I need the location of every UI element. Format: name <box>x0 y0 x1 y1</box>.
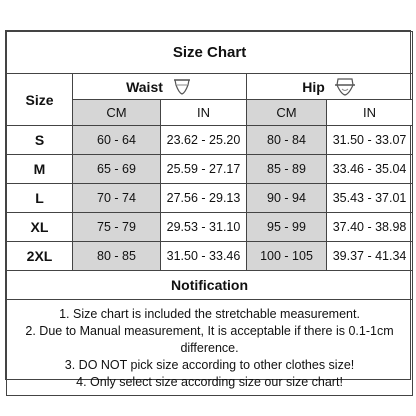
chart-title: Size Chart <box>7 32 413 74</box>
hip-in-header: IN <box>327 100 413 126</box>
waist-in-cell: 29.53 - 31.10 <box>161 213 247 242</box>
table-row <box>7 213 413 242</box>
size-cell: L <box>7 184 73 213</box>
waist-cm-cell: 80 - 85 <box>73 242 161 271</box>
notification-header-row <box>7 271 413 300</box>
hip-in-cell: 37.40 - 38.98 <box>327 213 413 242</box>
hip-in-cell: 35.43 - 37.01 <box>327 184 413 213</box>
hip-cm-cell: 95 - 99 <box>247 213 327 242</box>
waist-cm-cell: 70 - 74 <box>73 184 161 213</box>
waist-in-cell: 25.59 - 27.17 <box>161 155 247 184</box>
hip-label: Hip <box>302 78 325 95</box>
hip-cm-cell: 100 - 105 <box>247 242 327 271</box>
note-item: 3. DO NOT pick size according to other clothes size! <box>64 358 355 372</box>
hip-in-cell: 39.37 - 41.34 <box>327 242 413 271</box>
waist-cm-header: CM <box>73 100 161 126</box>
waist-in-cell: 23.62 - 25.20 <box>161 126 247 155</box>
hip-in-cell: 33.46 - 35.04 <box>327 155 413 184</box>
waist-in-header: IN <box>161 100 247 126</box>
size-chart-table <box>6 31 413 396</box>
hip-cm-cell: 85 - 89 <box>247 155 327 184</box>
size-cell: 2XL <box>7 242 73 271</box>
hip-in-cell: 31.50 - 33.07 <box>327 126 413 155</box>
hip-header <box>247 74 413 100</box>
waist-cm-cell: 75 - 79 <box>73 213 161 242</box>
notification-title: Notification <box>7 271 413 300</box>
waist-header <box>73 74 247 100</box>
size-column-header: Size <box>7 74 73 126</box>
note-item: 4. Only select size according size our size chart! <box>76 375 343 389</box>
waist-cm-cell: 65 - 69 <box>73 155 161 184</box>
group-header-row <box>7 74 413 100</box>
table-row <box>7 155 413 184</box>
hip-cm-header: CM <box>247 100 327 126</box>
size-cell: M <box>7 155 73 184</box>
notification-body-row <box>7 300 413 396</box>
note-item: 1. Size chart is included the stretchable measurement. <box>59 307 360 321</box>
table-row <box>7 242 413 271</box>
waist-figure-icon <box>171 76 193 98</box>
title-row <box>7 32 413 74</box>
size-cell: XL <box>7 213 73 242</box>
size-chart-panel <box>5 30 411 389</box>
table-row <box>7 126 413 155</box>
waist-in-cell: 27.56 - 29.13 <box>161 184 247 213</box>
notification-notes <box>7 300 413 396</box>
note-item: 2. Due to Manual measurement, It is acceptable if there is 0.1-1cm difference. <box>25 324 394 355</box>
waist-in-cell: 31.50 - 33.46 <box>161 242 247 271</box>
size-cell: S <box>7 126 73 155</box>
hip-figure-icon <box>333 76 357 98</box>
table-row <box>7 184 413 213</box>
waist-cm-cell: 60 - 64 <box>73 126 161 155</box>
hip-cm-cell: 90 - 94 <box>247 184 327 213</box>
hip-cm-cell: 80 - 84 <box>247 126 327 155</box>
waist-label: Waist <box>126 78 163 95</box>
